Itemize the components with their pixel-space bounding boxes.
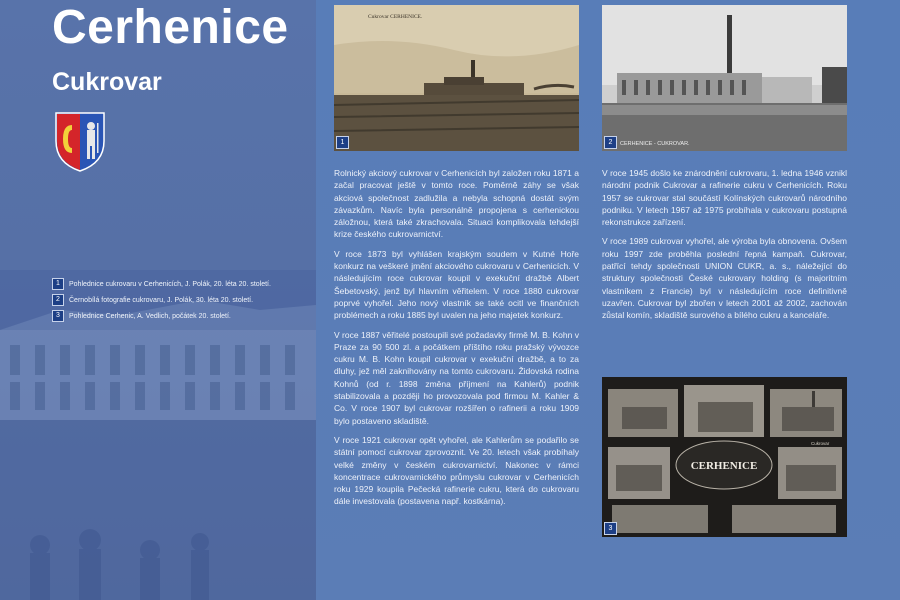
photo-factory-2 <box>602 5 847 151</box>
caption-number: 3 <box>52 310 64 322</box>
paragraph: V roce 1989 cukrovar vyhořel, ale výroba byla obnovena. Ovšem roku 1997 zde proběhla poslední řepná kampaň. Cukrovar, patřící tehdy společnosti UNION CUKR, a. s., náležející do struktury společnosti České cukrovary holding (s majoritním vlastníkem z Francie) byl v následujícím roce definitivně uzavřen. Cukrovar byl zbořen v letech 2001 až 2002, zachován zůstal komín, skladiště surového a bílého cukru a kanceláře. <box>602 236 847 321</box>
caption-text: Pohlednice Cerhenic, A. Vedlich, počátek 20. století. <box>69 312 231 320</box>
caption-number: 1 <box>52 278 64 290</box>
paragraph: V roce 1873 byl vyhlášen krajským soudem v Kutné Hoře konkurz na veškeré jmění akciového cukrovaru v Cerhenicích. V následujícím roce cukrovar koupil v exekuční dražbě Albert Šebetovský, jenž byl hlavním věřitelem. V roce 1880 cukrovar poprvé vyhořel. Jeho nový vlastník se také ocitl ve finančních problémech a roku 1885 byl uvalen na jeho majetek konkurz. <box>334 248 579 321</box>
photo-badge: 2 <box>604 136 617 149</box>
page-title: Cerhenice <box>52 1 289 54</box>
photo-badge: 1 <box>336 136 349 149</box>
photo-postcard-1 <box>334 5 579 151</box>
caption-item <box>52 292 271 308</box>
postcard-label: Cukrovar CERHENICE. <box>368 14 423 20</box>
postcard-collage-image <box>602 377 847 537</box>
photo-badge: 3 <box>604 522 617 535</box>
text-column-right <box>602 167 847 329</box>
left-panel <box>0 0 316 600</box>
photo-label: CERHENICE - CUKROVAR. <box>620 141 690 147</box>
paragraph: V roce 1945 došlo ke znárodnění cukrovaru, 1. ledna 1946 vznikl národní podnik Cukrovar a rafinerie cukru v Cerhenicích. Roku 1957 se cukrovar stal součástí Kolínských cukrovarů národního podniku. V letech 1967 až 1975 probíhala v cukrovaru postupná rekonstrukce zařízení. <box>602 168 847 228</box>
coat-of-arms-icon <box>54 111 106 173</box>
text-column-left <box>334 167 579 515</box>
photo-postcard-3 <box>602 377 847 537</box>
caption-text: Černobílá fotografie cukrovaru, J. Polák, 30. léta 20. století. <box>69 296 254 304</box>
paragraph: Rolnický akciový cukrovar v Cerhenicích byl založen roku 1871 a začal pracovat ještě v tomto roce. Poměrně záhy se však akciová společnost zadlužila a nebyla schopná dostát svým závazkům. Navíc byla personálně propojena s cerhenickou záložnou, která také zkrachovala. Situaci komplikovala tehdejší krize českého cukrovarnictví. <box>334 168 579 240</box>
postcard-image <box>334 5 579 151</box>
collage-title: CERHENICE <box>690 460 758 472</box>
caption-number: 2 <box>52 294 64 306</box>
caption-list <box>52 276 271 324</box>
collage-side-label: Cukrovar <box>811 441 830 446</box>
caption-text: Pohlednice cukrovaru v Cerhenicích, J. Polák, 20. léta 20. století. <box>69 280 271 288</box>
page-subtitle: Cukrovar <box>52 68 162 96</box>
caption-item <box>52 276 271 292</box>
factory-photo-image <box>602 5 847 151</box>
caption-item <box>52 308 271 324</box>
paragraph: V roce 1921 cukrovar opět vyhořel, ale Kahlerům se podařilo se státní pomocí cukrovar zprovoznit. Ve 20. letech však probíhaly velké změny v českém cukrovarnictví. Nakonec v rámci koncentrace cukrovarnického průmyslu cukrovar v Cerhenicích roku 1929 koupila Pečecká rafinerie cukru, která do cukrovaru dále investovala (postavena např. kostkárna). <box>334 434 579 507</box>
paragraph: V roce 1887 věřitelé postoupili své požadavky firmě M. B. Kohn v Praze za 90 500 zl. a počátkem příštího roku pražský vývozce cukru M. B. Kohn koupil cukrovar v exekuční dražbě, a to za dluhy, jež měl zaknihovány na tomto cukrovaru. Židovská rodina Kohnů (od r. 1898 změna příjmení na Kahlerů) podnik stabilizovala a později ho provozovala pod firmou M. Kahler & Co. V roce 1907 byl cukrovar rozšířen o rafinerii a roku 1909 bylo postaveno skladiště. <box>334 329 579 426</box>
